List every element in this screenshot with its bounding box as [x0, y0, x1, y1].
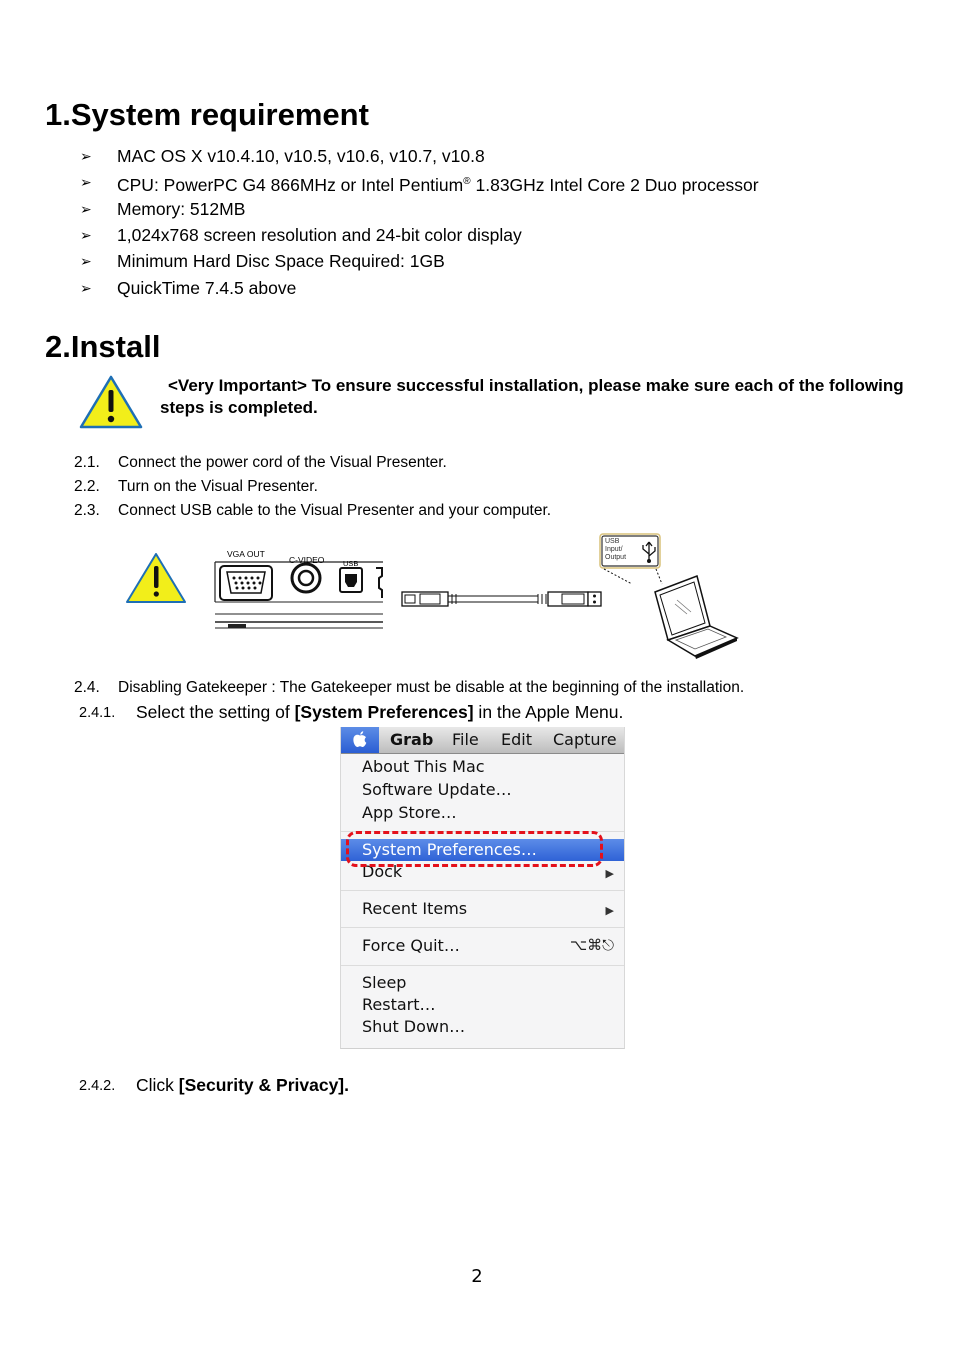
menu-item-software-update[interactable]: Software Update… — [362, 780, 512, 799]
bullet-arrow-icon: ➢ — [80, 280, 92, 296]
menu-item-about[interactable]: About This Mac — [362, 757, 485, 776]
apple-menu-screenshot — [340, 727, 625, 1049]
force-quit-shortcut: ⌥⌘⎋ — [569, 936, 614, 954]
bullet-arrow-icon: ➢ — [80, 148, 92, 164]
menu-item-dock[interactable]: Dock — [362, 862, 403, 881]
usb-cable — [402, 592, 601, 606]
menu-item-app-store[interactable]: App Store… — [362, 803, 457, 822]
menu-item-system-preferences[interactable]: System Preferences… — [362, 840, 537, 859]
menu-item-sleep[interactable]: Sleep — [362, 973, 407, 992]
warning-message: <Very Important> To ensure successful installation, please make sure each of the following steps is completed. — [160, 376, 904, 417]
bullet-arrow-icon: ➢ — [80, 201, 92, 217]
callout-dashed-highlight — [346, 831, 603, 867]
usb-connection-diagram — [120, 532, 750, 662]
vga-out-label: VGA OUT — [227, 549, 265, 559]
menu-item-recent-items[interactable]: Recent Items — [362, 899, 468, 918]
section-title-install: 2.Install — [45, 329, 161, 364]
menubar-edit[interactable]: Edit — [501, 730, 532, 749]
device-panel — [215, 562, 383, 628]
usb-tag-label: USB Input/ Output — [605, 538, 627, 561]
menu-item-shut-down[interactable]: Shut Down… — [362, 1017, 466, 1036]
menubar-file[interactable]: File — [452, 730, 479, 749]
c-video-label: C-VIDEO — [289, 555, 325, 565]
warning-icon — [78, 374, 144, 430]
menubar-capture[interactable]: Capture — [553, 730, 617, 749]
menubar-grab[interactable]: Grab — [390, 730, 434, 749]
page-number: 2 — [471, 1266, 483, 1287]
menu-item-restart[interactable]: Restart… — [362, 995, 436, 1014]
submenu-arrow-icon: ▶ — [605, 867, 614, 880]
apple-logo-icon — [341, 727, 379, 753]
bullet-arrow-icon: ➢ — [80, 227, 92, 243]
laptop-icon — [655, 576, 737, 659]
bullet-arrow-icon: ➢ — [80, 253, 92, 269]
menu-separator — [341, 927, 624, 928]
usb-port-label: USB — [343, 559, 359, 568]
small-warning-icon — [127, 554, 185, 602]
menu-item-force-quit[interactable]: Force Quit… — [362, 936, 460, 955]
section-title-system-requirement: 1.System requirement — [45, 97, 369, 132]
submenu-arrow-icon: ▶ — [605, 904, 614, 917]
apple-menu-button[interactable] — [341, 727, 379, 753]
menu-separator — [341, 890, 624, 891]
menubar — [341, 727, 624, 754]
menu-separator — [341, 965, 624, 966]
bullet-arrow-icon: ➢ — [80, 174, 92, 190]
